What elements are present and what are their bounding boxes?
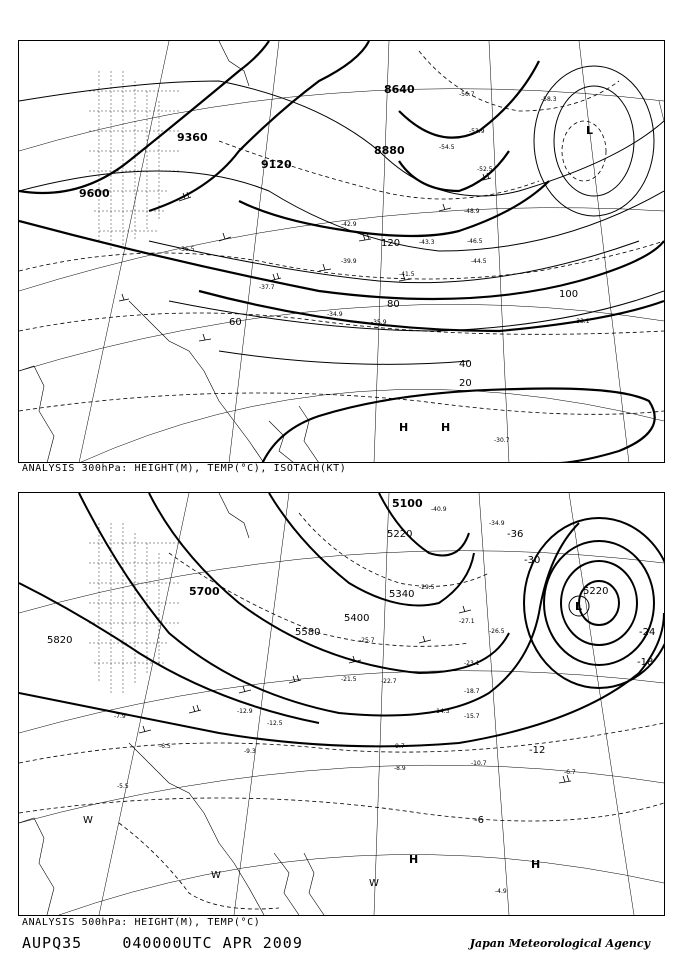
temp-readout: -33.1 (574, 318, 590, 325)
isotach-label-20: 20 (459, 378, 472, 389)
temp-readout: -14.3 (434, 708, 450, 715)
high-center: H (441, 421, 451, 434)
isotach-label-120: 120 (381, 238, 401, 249)
height-label-5820: 5820 (47, 635, 73, 646)
wind-barbs (139, 606, 571, 783)
graticule-parallels (19, 89, 664, 463)
coastline (19, 41, 319, 463)
caption-500hpa: ANALYSIS 500hPa: HEIGHT(M), TEMP(°C) (22, 917, 261, 928)
temp-readout: -29.5 (419, 584, 435, 591)
map-300hpa (19, 41, 664, 463)
warm-marker: W (369, 878, 379, 889)
temp-readout: -23.1 (464, 660, 480, 667)
temp-readout: -7.9 (114, 713, 126, 720)
temp-readouts (114, 506, 576, 895)
height-label-9360: 9360 (177, 131, 208, 144)
temp-readout: -4.9 (495, 888, 507, 895)
chart-code: AUPQ35 (22, 934, 83, 952)
map-500hpa (19, 493, 664, 915)
chart-id-line (22, 934, 303, 952)
temp-readout: -42.9 (341, 221, 357, 228)
temp-readout: -34.9 (489, 520, 505, 527)
temp-readout: -12.9 (237, 708, 253, 715)
high-center: H (399, 421, 409, 434)
height-contours (19, 493, 664, 746)
temp-readout: -6.5 (159, 743, 171, 750)
map-panel-300hpa (18, 40, 665, 463)
temp-readout: -34.9 (327, 311, 343, 318)
warm-marker: W (211, 870, 221, 881)
temp-readout: -39.9 (341, 258, 357, 265)
height-label-5400: 5400 (344, 613, 370, 624)
height-label-8640: 8640 (384, 83, 415, 96)
temp-readout: -12.5 (267, 720, 283, 727)
isotherm-label: -36 (507, 529, 524, 540)
temp-readout: -35.9 (371, 319, 387, 326)
temp-readout: -6.7 (564, 769, 576, 776)
height-label-5220-low: 5220 (583, 586, 609, 597)
height-label-5700: 5700 (189, 585, 220, 598)
high-center: H (409, 853, 419, 866)
temp-readout: -46.5 (467, 238, 483, 245)
height-label-8880: 8880 (374, 144, 405, 157)
isotach-label-40: 40 (459, 359, 472, 370)
isotherm-label: -6 (474, 815, 484, 826)
isotherm-label: -30 (524, 555, 541, 566)
height-label-5340: 5340 (389, 589, 415, 600)
low-center: L (575, 600, 583, 613)
temp-readout: -26.5 (489, 628, 505, 635)
isotherm-label: -24 (639, 627, 656, 638)
temp-readout: -37.7 (259, 284, 275, 291)
temp-readout: -40.9 (431, 506, 447, 513)
temp-readout: -58.3 (541, 96, 557, 103)
low-center: L (586, 124, 594, 137)
height-label-9120: 9120 (261, 158, 292, 171)
graticule-meridians (79, 41, 664, 463)
height-label-5100: 5100 (392, 497, 423, 510)
high-center: H (531, 858, 541, 871)
graticule-meridians (99, 493, 634, 915)
temp-readout: -27.1 (459, 618, 475, 625)
temp-readout: -18.7 (464, 688, 480, 695)
temp-readout: -44.5 (471, 258, 487, 265)
isotherm-label: -18 (637, 657, 654, 668)
temp-readout: -25.7 (359, 637, 375, 644)
temp-readout: -9.3 (244, 748, 256, 755)
temp-readout: -52.5 (477, 166, 493, 173)
temp-readout: -15.7 (464, 713, 480, 720)
map-panel-500hpa (18, 492, 665, 916)
temp-readout: -21.5 (341, 676, 357, 683)
temp-readout: -5.5 (117, 783, 129, 790)
height-label-5580: 5580 (295, 627, 321, 638)
isotherms (19, 513, 664, 909)
temp-readout: -9.7 (393, 743, 405, 750)
temp-readout: -10.7 (471, 760, 487, 767)
temp-readout: -36.5 (179, 246, 195, 253)
chart-timestamp: 040000UTC APR 2009 (122, 934, 303, 952)
isotach-label-100: 100 (559, 289, 579, 300)
temp-readout: -41.5 (399, 271, 415, 278)
height-label-5220: 5220 (387, 529, 413, 540)
wind-barbs (119, 173, 491, 341)
height-contours (19, 41, 664, 463)
graticule-parallels (19, 551, 664, 915)
temp-readout: -8.9 (394, 765, 406, 772)
temp-readout: -53.9 (469, 128, 485, 135)
isotach-label-80: 80 (387, 299, 400, 310)
temp-readout: -56.7 (459, 91, 475, 98)
temp-readout: -22.7 (381, 678, 397, 685)
height-label-9600: 9600 (79, 187, 110, 200)
agency-name: Japan Meteorological Agency (469, 937, 650, 950)
temp-readout: -48.9 (464, 208, 480, 215)
isotach-label-60: 60 (229, 317, 242, 328)
caption-300hpa: ANALYSIS 300hPa: HEIGHT(M), TEMP(°C), ISOTACH(KT) (22, 463, 347, 474)
isotherm-label: -12 (529, 745, 546, 756)
temp-readout: -43.3 (419, 239, 435, 246)
coastline (19, 493, 324, 915)
temp-readout: -30.7 (494, 437, 510, 444)
land-hatch (89, 71, 179, 251)
temp-readout: -54.5 (439, 144, 455, 151)
warm-marker: W (83, 815, 93, 826)
